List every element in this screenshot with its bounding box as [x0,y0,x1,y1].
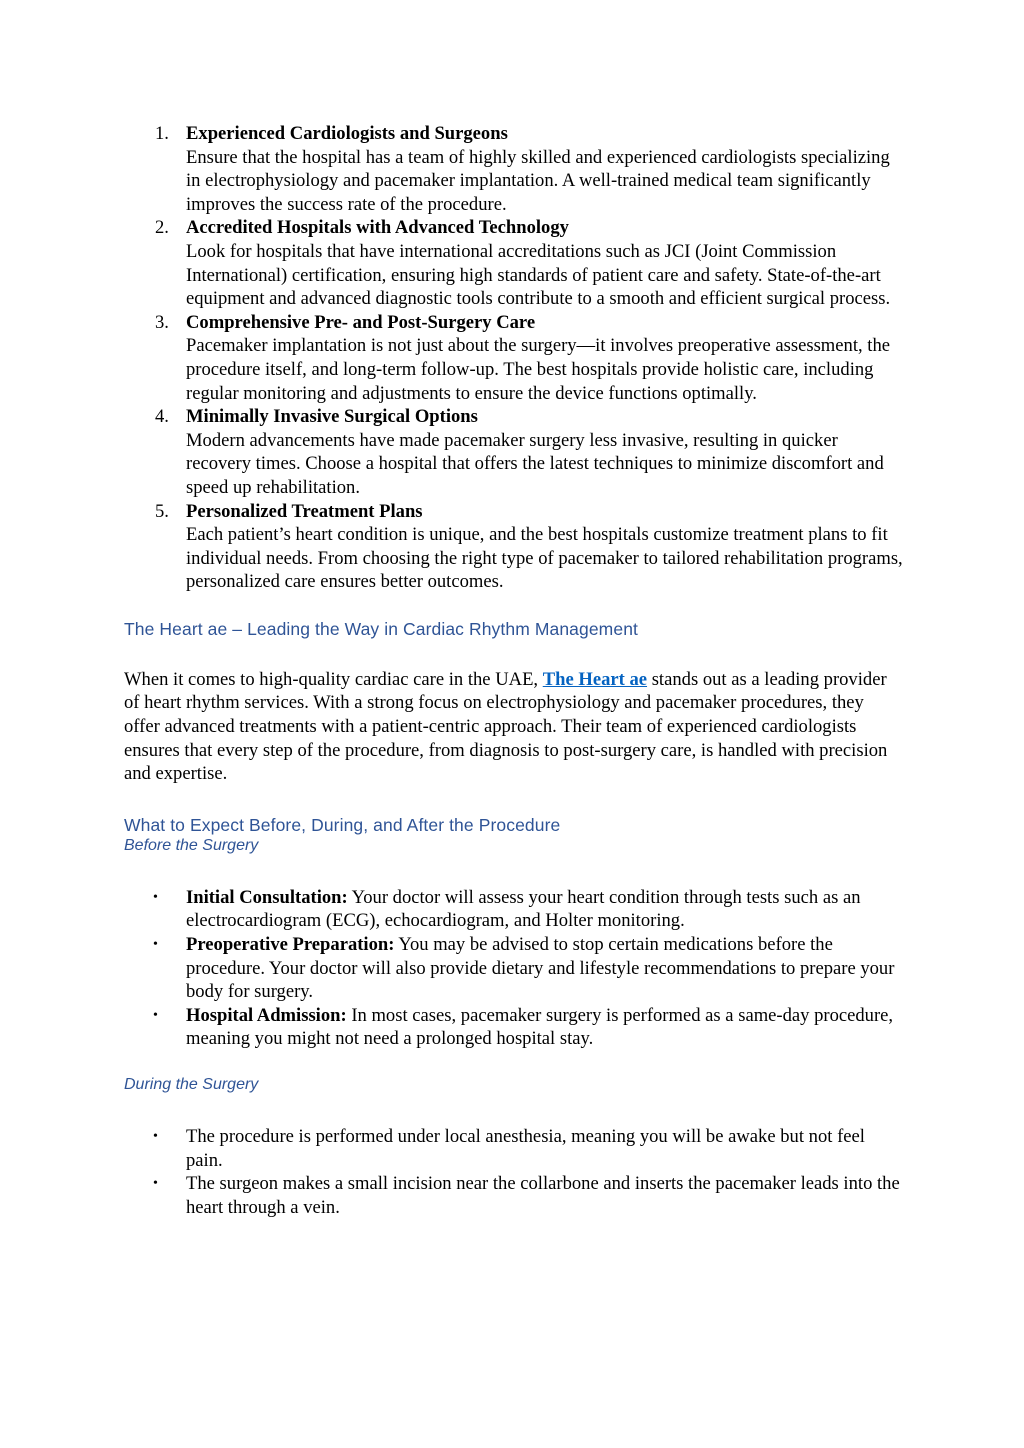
heart-ae-paragraph [124,668,904,786]
list-item [124,886,904,933]
list-item-title: Comprehensive Pre- and Post-Surgery Care [186,311,536,333]
list-item-title: Accredited Hospitals with Advanced Technology [186,217,569,239]
heart-ae-heading: The Heart ae – Leading the Way in Cardiac Rhythm Management [124,618,638,639]
list-number: 4. [155,406,169,428]
list-item [124,405,904,499]
list-item [124,1125,904,1172]
list-item-text: Pacemaker implantation is not just about the surgery—it involves preoperative assessment, the procedure itself, and long-term follow-up. The best hospitals provide holistic care, including regular monitoring and adjustments to ensure the device functions optimally. [186,335,890,404]
during-surgery-list [124,1125,904,1219]
bullet-label: Initial Consultation: [186,886,348,908]
list-item [124,311,904,405]
bullet-icon: • [153,889,158,905]
list-item [124,933,904,1004]
the-heart-ae-link[interactable]: The Heart ae [542,668,648,690]
bullet-icon: • [153,1176,158,1192]
bullet-label: Hospital Admission: [186,1004,347,1026]
bullet-label: Preoperative Preparation: [186,934,395,956]
bullet-text: The surgeon makes a small incision near the collarbone and inserts the pacemaker leads into the heart through a vein. [186,1173,900,1218]
list-item-text: Look for hospitals that have international accreditations such as JCI (Joint Commission International) certification, ensuring high standards of patient care and safety. State-of-the-art equipment and advanced diagnostic tools contribute to a smooth and efficient surgical process. [186,240,891,310]
before-surgery-heading: Before the Surgery [124,836,259,854]
bullet-text: In most cases, pacemaker surgery is performed as a same-day procedure, meaning you might not need a prolonged hospital stay. [186,1004,894,1050]
before-surgery-list [124,886,904,1051]
bullet-icon: • [153,937,158,953]
bullet-text: Your doctor will assess your heart condition through tests such as an electrocardiogram (ECG), echocardiogram, and Holter monitoring. [186,886,861,932]
bullet-icon: • [153,1007,158,1023]
list-item-text: Modern advancements have made pacemaker surgery less invasive, resulting in quicker recovery times. Choose a hospital that offers the latest techniques to minimize discomfort and speed up rehabilitation. [186,429,884,498]
list-item [124,122,904,216]
list-item [124,216,904,310]
list-number: 2. [155,217,169,239]
list-number: 1. [155,123,169,144]
bullet-icon: • [153,1129,158,1144]
list-item-title: Personalized Treatment Plans [186,500,423,522]
paragraph-text: stands out as a leading provider of heart rhythm services. With a strong focus on electrophysiology and pacemaker procedures, they offer advanced treatments with a patient-centric approach. Their team of experienced cardiologists ensures that every step of the procedure, from diagnosis to post-surgery care, is handled with precision and expertise. [124,668,888,785]
list-number: 3. [155,311,169,333]
list-item [124,1172,904,1219]
list-number: 5. [155,500,169,522]
paragraph-text: When it comes to high-quality cardiac care in the UAE, [124,668,543,690]
page-content [124,122,904,1219]
list-item-title: Minimally Invasive Surgical Options [186,406,478,428]
bullet-text: You may be advised to stop certain medications before the procedure. Your doctor will also provide dietary and lifestyle recommendations to prepare your body for surgery. [186,934,895,1003]
list-item-text: Ensure that the hospital has a team of highly skilled and experienced cardiologists specializing in electrophysiology and pacemaker implantation. A well-trained medical team significantly improves the success rate of the procedure. [186,146,890,215]
during-surgery-heading: During the Surgery [124,1076,259,1093]
list-item [124,500,904,594]
what-to-expect-heading: What to Expect Before, During, and After the Procedure [124,814,561,835]
hospital-criteria-list [124,122,904,594]
list-item [124,1004,904,1051]
list-item-text: Each patient’s heart condition is unique, and the best hospitals customize treatment plans to fit individual needs. From choosing the right type of pacemaker to tailored rehabilitation programs, personalized care ensures better outcomes. [186,524,903,593]
bullet-text: The procedure is performed under local anesthesia, meaning you will be awake but not feel pain. [186,1126,865,1171]
list-item-title: Experienced Cardiologists and Surgeons [186,123,508,144]
